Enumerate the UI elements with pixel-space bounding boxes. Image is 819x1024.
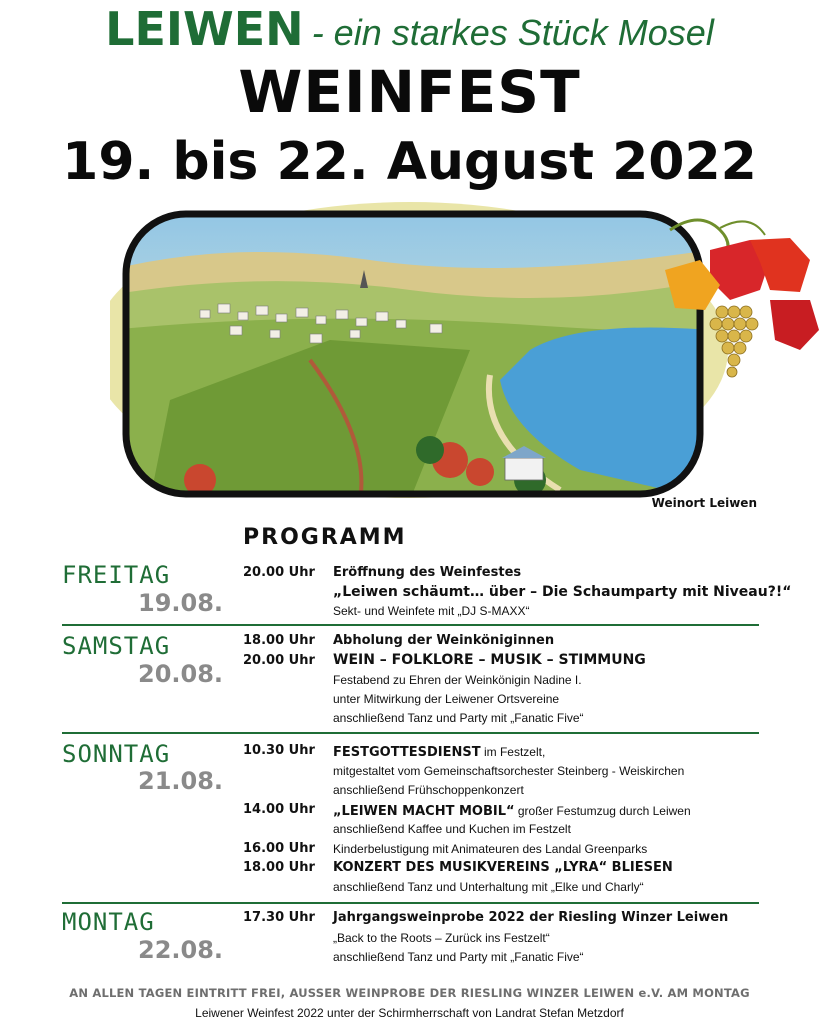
village-illustration (110, 200, 819, 505)
day-divider (62, 732, 759, 734)
event-line: WEIN – FOLKLORE – MUSIK – STIMMUNG (333, 652, 646, 668)
event-line: Eröffnung des Weinfestes (333, 565, 522, 580)
event-line: anschließend Kaffee und Kuchen im Festzelt (333, 822, 571, 836)
header-tagline: - ein starkes Stück Mosel (311, 12, 714, 53)
event-line: mitgestaltet vom Gemeinschaftsorchester Steinberg - Weiskirchen (333, 764, 685, 778)
time-sonntag-1: 10.30 Uhr (243, 743, 315, 758)
event-line: Jahrgangsweinprobe 2022 der Riesling Winzer Leiwen (333, 910, 729, 925)
day-date-samstag: 20.08. (138, 660, 224, 688)
event-line: „Leiwen schäumt… über – Die Schaumparty mit Niveau?!“ (333, 584, 792, 600)
day-name-sonntag: SONNTAG (62, 740, 171, 768)
time-freitag-1: 20.00 Uhr (243, 565, 315, 580)
day-divider (62, 902, 759, 904)
event-highlight: FESTGOTTESDIENST (333, 745, 481, 760)
event-detail: im Festzelt, (480, 745, 546, 759)
time-samstag-1: 18.00 Uhr (243, 633, 315, 648)
event-line: unter Mitwirkung der Leiwener Ortsvereine (333, 692, 560, 706)
header-dates: 19. bis 22. August 2022 (62, 132, 757, 192)
day-name-montag: MONTAG (62, 908, 155, 936)
time-samstag-2: 20.00 Uhr (243, 653, 315, 668)
event-line: anschließend Tanz und Unterhaltung mit „Elke und Charly“ (333, 880, 644, 894)
day-divider (62, 624, 759, 626)
event-detail: großer Festumzug durch Leiwen (514, 804, 691, 818)
header-town: LEIWEN (105, 2, 304, 56)
day-name-freitag: FREITAG (62, 561, 171, 589)
event-line: Abholung der Weinköniginnen (333, 633, 555, 648)
event-line: anschließend Tanz und Party mit „Fanatic Five“ (333, 711, 584, 725)
event-line: anschließend Tanz und Party mit „Fanatic Five“ (333, 950, 584, 964)
header-town-line (0, 2, 819, 56)
day-date-freitag: 19.08. (138, 589, 224, 617)
footer-patronage: Leiwener Weinfest 2022 unter der Schirmherrschaft von Landrat Stefan Metzdorf (195, 1006, 624, 1020)
time-sonntag-2: 14.00 Uhr (243, 802, 315, 817)
event-line: Festabend zu Ehren der Weinkönigin Nadine I. (333, 673, 582, 687)
event-line: Sekt- und Weinfete mit „DJ S-MAXX“ (333, 604, 530, 618)
event-highlight: „LEIWEN MACHT MOBIL“ (333, 804, 515, 819)
time-montag-1: 17.30 Uhr (243, 910, 315, 925)
day-name-samstag: SAMSTAG (62, 632, 171, 660)
event-line (333, 802, 691, 820)
event-line: KONZERT DES MUSIKVEREINS „LYRA“ BLIESEN (333, 860, 673, 875)
event-line: anschließend Frühschoppenkonzert (333, 783, 524, 797)
program-title: PROGRAMM (243, 525, 407, 550)
event-line: Kinderbelustigung mit Animateuren des Landal Greenparks (333, 842, 648, 856)
event-line (333, 743, 545, 761)
footer-notice: AN ALLEN TAGEN EINTRITT FREI, AUSSER WEINPROBE DER RIESLING WINZER LEIWEN e.V. AM MONTAG (69, 986, 750, 1000)
day-date-montag: 22.08. (138, 936, 224, 964)
time-sonntag-3: 16.00 Uhr (243, 841, 315, 856)
event-line: „Back to the Roots – Zurück ins Festzelt“ (333, 931, 550, 945)
day-date-sonntag: 21.08. (138, 767, 224, 795)
time-sonntag-4: 18.00 Uhr (243, 860, 315, 875)
illustration-caption: Weinort Leiwen (651, 496, 757, 510)
header-event-title: WEINFEST (238, 58, 581, 126)
